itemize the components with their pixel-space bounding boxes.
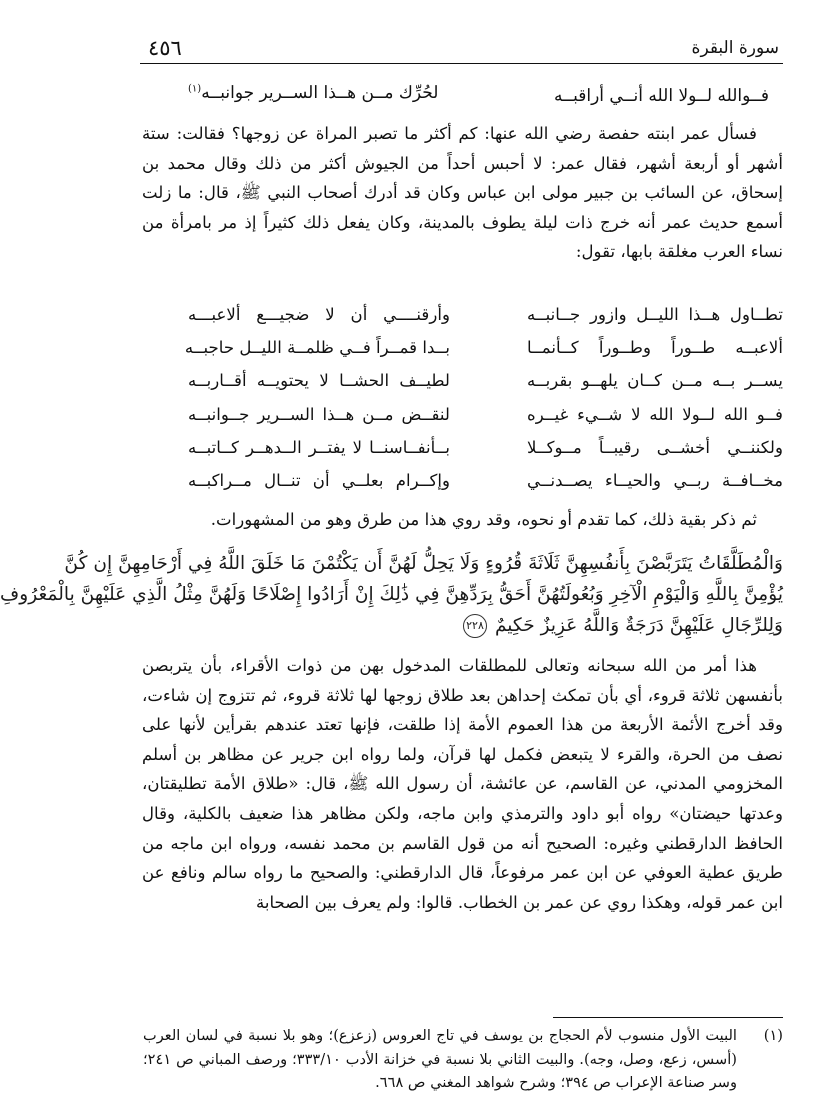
quran-line: وَلِلرِّجَالِ عَلَيْهِنَّ دَرَجَةٌ وَاللَّهُ عَزِيزٌ حَكِيمٌ ٢٢٨	[140, 610, 783, 641]
quran-line: وَالْمُطَلَّقَاتُ يَتَرَبَّصْنَ بِأَنفُسِهِنَّ ثَلَاثَةَ قُرُوءٍ وَلَا يَحِلُّ لَهُنَّ أَن يَكْتُمْنَ مَا خَلَقَ اللَّهُ فِي أَرْحَامِهِنَّ إِن كُنَّ	[64, 553, 783, 574]
page-number: ٤٥٦	[148, 36, 182, 60]
footnote-marker: (١)	[188, 83, 202, 95]
poem-row	[188, 371, 783, 404]
footnote	[143, 1024, 783, 1095]
paragraph-tafsir: هذا أمر من الله سبحانه وتعالى للمطلقات المدخول بهن من ذوات الأقراء، بأن يتربصن بأنفسهن ثلاثة قروء، أي بأن تمكث إحداهن بعد طلاق زوجها لها ثلاثة قروء، ثم تتزوج إن شاءت، وقد أخرج الأئمة الأربعة من هذا العموم الأمة إذا طلقت، فإنها تعتد عندهم بقرأين لأنها على نصف من الحرة، والقرء لا يتبعض فكمل لها قرآن، ولما رواه ابن جرير عن مظاهر بن أسلم المخزومي المدني، عن القاسم، عن عائشة، أن رسول الله ﷺ، قال: «طلاق الأمة تطليقتان، وعدتها حيضتان» رواه أبو داود والترمذي وابن ماجه، ولكن مظاهر هذا ضعيف بالكلية، وقال الحافظ الدارقطني وغيره: الصحيح أنه من قول القاسم بن محمد نفسه، ورواه ابن ماجه من طريق عطية العوفي عن ابن عمر مرفوعاً، قال الدارقطني: والصحيح ما رواه سالم ونافع عن ابن عمر قوله، وهكذا روي عن عمر بن الخطاب. قالوا: ولم يعرف بين الصحابة	[142, 656, 783, 912]
quran-verse-block	[0, 548, 783, 641]
header-rule	[140, 63, 783, 64]
poem-second-hemistich: بــأنفــاسنــا لا يفتــر الــدهــر كــاتبــه	[188, 437, 450, 457]
page-header	[140, 36, 783, 66]
footnote-text: البيت الأول منسوب لأم الحجاج بن يوسف في تاج العروس (زعزع)؛ وهو بلا نسبة في لسان العرب (أسس، زعع، وصل، وجه). والبيت الثاني بلا نسبة في خزانة الأدب ٣٣٣/١٠؛ ورصف المباني ص ٢٤١؛ وسر صناعة الإعراب ص ٣٩٤؛ وشرح شواهد المغني ص ٦٦٨.	[143, 1027, 738, 1091]
poem-row	[184, 338, 783, 371]
opening-verse-first-hemistich: فــوالله لــولا الله أنــي أراقبــه	[554, 86, 769, 106]
poem-row	[188, 405, 783, 438]
poem-first-hemistich: تطــاول هــذا الليــل وازور جــانبــه	[527, 305, 783, 324]
poem-row	[188, 305, 783, 338]
poem-first-hemistich: فــو الله لــولا الله لا شــيء غيــره	[527, 404, 783, 424]
poem-first-hemistich: ألاعبــه طــوراً وطــوراً كــأنمــا	[527, 338, 783, 358]
footnote-rule	[553, 1017, 783, 1018]
poem-second-hemistich: بــدا قمــراً فــي ظلمــة الليــل حاجبــه	[184, 338, 450, 358]
poem-row	[188, 471, 783, 504]
poem-second-hemistich: وأرقنــــي أن لا ضجيـــع ألاعبـــه	[188, 305, 450, 324]
poem	[184, 305, 783, 504]
paragraph-umar-hafsa: فسأل عمر ابنته حفصة رضي الله عنها: كم أكثر ما تصبر المراة عن زوجها؟ فقالت: ستة أشهر أو أربعة أشهر، فقال عمر: لا أحبس أحداً من الجيوش أكثر من ذلك وقال محمد بن إسحاق، عن السائب بن جبير مولى ابن عباس وكان قد أدرك أصحاب النبي ﷺ، قال: ما زلت أسمع حديث عمر أنه خرج ذات ليلة يطوف بالمدينة، وكان يفعل ذلك كثيراً إذ مر بامرأة من نساء العرب مغلقة بابها، تقول:	[142, 124, 783, 262]
paragraph-mashhurat: ثم ذكر بقية ذلك، كما تقدم أو نحوه، وقد روي هذا من طرق وهو من المشهورات.	[210, 510, 757, 529]
ayah-number-marker: ٢٢٨	[463, 614, 487, 638]
opening-verse-second-hemistich: لحُرِّك مــن هــذا الســرير جوانبــه$^{(١)}$	[188, 83, 439, 103]
quran-line: يُؤْمِنَّ بِاللَّهِ وَالْيَوْمِ الْآخِرِ وَبُعُولَتُهُنَّ أَحَقُّ بِرَدِّهِنَّ فِي ذَٰلِكَ إِنْ أَرَادُوا إِصْلَاحًا وَلَهُنَّ مِثْلُ الَّذِي عَلَيْهِنَّ بِالْمَعْرُوفِ	[0, 584, 783, 605]
surah-title: سورة البقرة	[691, 38, 779, 58]
poem-second-hemistich: لطيــف الحشــا لا يحتويــه أقــاربــه	[188, 371, 450, 391]
footnote-number: (١)	[763, 1027, 783, 1044]
poem-first-hemistich: يســر بــه مــن كــان يلهــو بقربــه	[527, 371, 783, 391]
poem-first-hemistich: مخــافــة ربــي والحيــاء يصــدنــي	[527, 470, 783, 490]
poem-first-hemistich: ولكننــي أخشــى رقيبــاً مــوكــلا	[527, 437, 783, 457]
poem-second-hemistich: لنقــض مــن هــذا الســرير جــوانبــه	[188, 404, 450, 424]
poem-second-hemistich: وإكــرام بعلــي أن تنــال مــراكبــه	[188, 470, 450, 490]
poem-row	[188, 438, 783, 471]
